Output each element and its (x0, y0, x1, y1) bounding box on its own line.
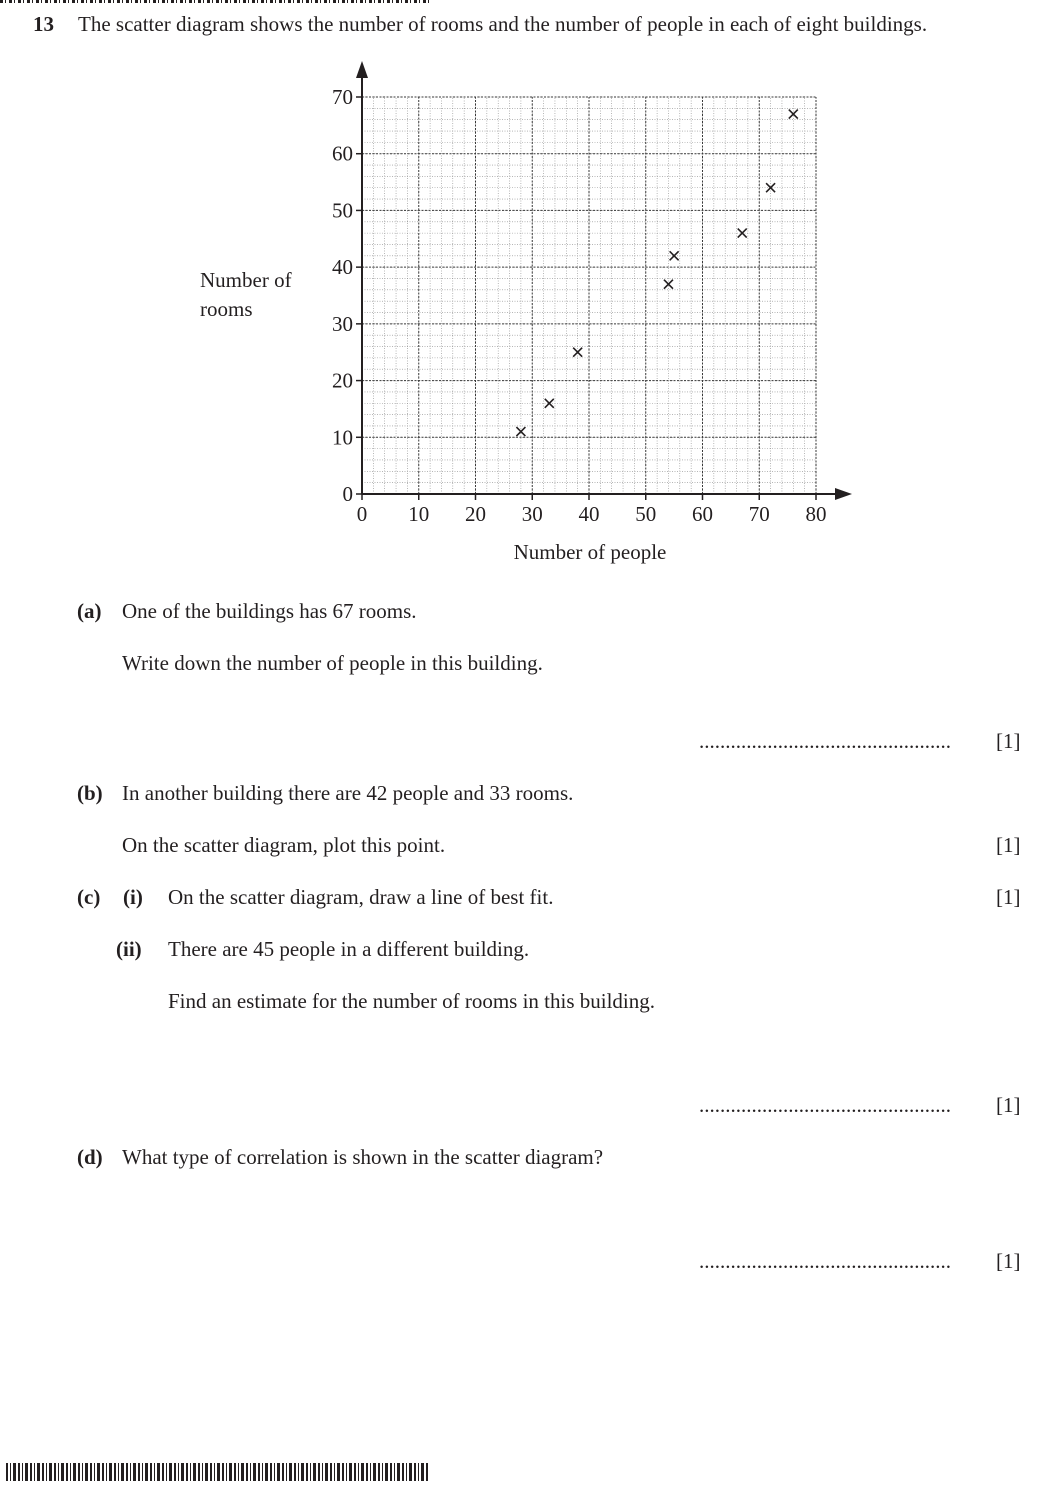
x-tick-label: 80 (805, 502, 827, 526)
part-b-line2: On the scatter diagram, plot this point. (122, 833, 446, 857)
part-b-mark: [1] (996, 833, 1021, 857)
question-intro: The scatter diagram shows the number of rooms and the number of people in each of eight buildings. (78, 12, 928, 36)
x-tick-label: 20 (465, 502, 486, 526)
y-axis-label-line2: rooms (200, 297, 253, 321)
y-tick-label: 70 (332, 85, 353, 109)
part-c-i-text: On the scatter diagram, draw a line of best fit. (168, 885, 554, 909)
part-c-i-label: (i) (123, 885, 143, 909)
x-axis-arrow (835, 488, 852, 500)
major-grid (362, 97, 816, 494)
part-c-label: (c) (77, 885, 101, 909)
part-d-text: What type of correlation is shown in the scatter diagram? (122, 1145, 604, 1169)
part-a-line2: Write down the number of people in this building. (122, 651, 543, 675)
part-c-ii-mark: [1] (996, 1093, 1021, 1117)
y-tick-label: 30 (332, 311, 353, 336)
x-tick-label: 60 (692, 502, 713, 526)
y-tick-label: 40 (332, 255, 353, 280)
part-d-answer-line[interactable]: ................................................ (699, 1249, 951, 1273)
part-c-i-mark: [1] (996, 885, 1021, 909)
y-tick-label: 50 (332, 198, 353, 223)
x-tick-label: 10 (408, 502, 430, 526)
x-tick-label: 0 (356, 502, 368, 526)
x-tick-label: 30 (521, 502, 543, 526)
x-axis-label: Number of people (513, 540, 667, 564)
part-d-mark: [1] (996, 1249, 1021, 1273)
part-a-mark: [1] (996, 729, 1021, 753)
y-tick-label: 60 (332, 141, 353, 166)
part-a-answer-line[interactable]: ................................................ (699, 729, 951, 753)
axes (356, 61, 852, 500)
scatter-chart (300, 55, 860, 575)
y-tick-label: 10 (332, 425, 353, 450)
part-c-ii-label: (ii) (116, 937, 142, 961)
part-b-label: (b) (77, 781, 103, 805)
y-tick-label: 20 (332, 368, 353, 393)
header-barcode-strip (0, 0, 430, 3)
x-tick-label: 50 (635, 502, 657, 526)
part-c-ii-answer-line[interactable]: ................................................ (699, 1093, 951, 1117)
part-c-ii-line2: Find an estimate for the number of rooms in this building. (168, 989, 656, 1013)
x-tick-label: 70 (748, 502, 770, 526)
part-a-label: (a) (77, 599, 102, 623)
question-number: 13 (33, 12, 54, 36)
part-d-label: (d) (77, 1145, 103, 1169)
footer-barcode (6, 1463, 428, 1481)
part-c-ii-line1: There are 45 people in a different building. (168, 937, 530, 961)
y-tick-label: 0 (342, 482, 353, 506)
y-axis-arrow (356, 61, 368, 78)
part-b-line1: In another building there are 42 people and 33 rooms. (122, 781, 574, 805)
part-a-line1: One of the buildings has 67 rooms. (122, 599, 417, 623)
data-point-cross (573, 348, 582, 357)
y-axis-label-line1: Number of (200, 268, 292, 292)
x-tick-label: 40 (578, 502, 600, 526)
